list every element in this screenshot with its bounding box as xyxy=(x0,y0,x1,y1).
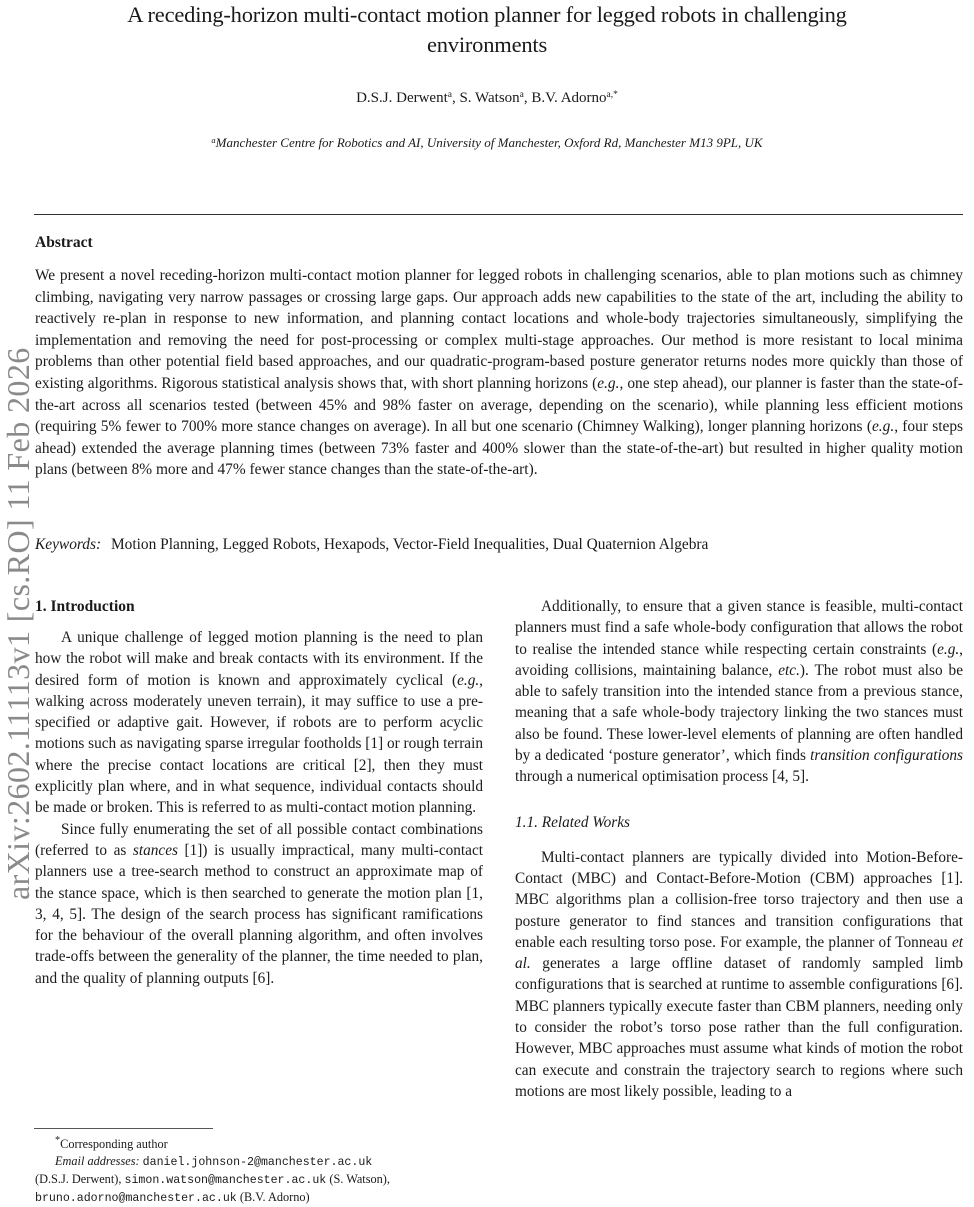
title-line-2: environments xyxy=(426,32,548,57)
author-name: S. Watson xyxy=(459,90,520,106)
footnotes xyxy=(35,1132,483,1207)
italic-text: e.g. xyxy=(937,640,960,658)
corresponding-text: Corresponding author xyxy=(60,1137,168,1152)
corresponding-author-note xyxy=(35,1132,483,1153)
text-run: A unique challenge of legged motion planning is the need to plan how the robot will make and break contacts with its environment. If the desired form of motion is known and approximately cyclical ( xyxy=(35,629,483,689)
email-link-adorno[interactable]: bruno.adorno@manchester.ac.uk xyxy=(35,1192,237,1206)
affiliation xyxy=(0,135,974,151)
italic-text: e.g. xyxy=(597,374,620,392)
email-owner: (S. Watson) xyxy=(329,1172,387,1187)
title-line-1: A receding-horizon multi-contact motion planner for legged robots in challenging xyxy=(127,2,847,27)
author-affil-mark: a,* xyxy=(606,90,618,100)
arxiv-stamp: arXiv:2602.11113v1 [cs.RO] 11 Feb 2026 xyxy=(0,347,36,900)
email-owner: (D.S.J. Derwent) xyxy=(35,1172,119,1187)
italic-text: e.g. xyxy=(871,418,895,436)
related-works-paragraph-1 xyxy=(515,847,963,1103)
intro-paragraph-3 xyxy=(515,596,963,788)
author-affil-mark: a xyxy=(447,90,452,100)
text-run: , avoiding collisions, maintaining balance, xyxy=(515,640,963,679)
column-right xyxy=(515,596,963,1102)
text-run: We present a novel receding-horizon multi-contact motion planner for legged robots in challenging scenarios, able to plan motions such as chimney climbing, navigating very narrow passages or crossing large gaps. Our approach adds new capabilities to the state of the art, including the ability to reactively re-plan in response to new information, and planning contact locations and whole-body trajectories simultaneously, simplifying the implementation and removing the need for post-processing or complex multi-stage approaches. Our method is more resistant to local minima problems than other potential field based approaches, and our quadratic-program-based posture generator returns nodes more quickly than those of existing algorithms. Rigorous statistical analysis shows that, with short planning horizons ( xyxy=(35,267,963,392)
text-run: , one step ahead), our planner is faster than the state-of-the-art across all scenarios tested (between 45% and 98% faster on average, depending on the scenario), while planning less efficient motions (requiring 5% fewer to 700% more stance changes on average). In all but one scenario (Chimney Walking), longer planning horizons ( xyxy=(35,374,963,436)
email-label: Email addresses: xyxy=(55,1154,140,1169)
paper-title xyxy=(0,0,974,60)
italic-text: etc. xyxy=(778,661,800,679)
text-run: through a numerical optimisation process [4, 5]. xyxy=(515,768,809,786)
italic-text: et al. xyxy=(515,933,963,973)
footnote-rule xyxy=(34,1128,213,1129)
affiliation-text: Manchester Centre for Robotics and AI, University of Manchester, Oxford Rd, Manchester M13 9PL, UK xyxy=(215,135,763,150)
intro-paragraph-1 xyxy=(35,627,483,819)
email-line-1 xyxy=(35,1153,483,1171)
author-name: D.S.J. Derwent xyxy=(356,90,448,106)
keywords xyxy=(35,536,963,554)
author-list: D.S.J. Derwent$^a$, S. Watson$^a$, B.V. Adorno$^{a,*}$ xyxy=(356,90,618,106)
text-run: , walking across moderately uneven terrain), it may suffice to use a pre-specified or adaptive gait. However, if robots are to perform acyclic motions such as navigating sparse irregular footholds [1] or rough terrain where the precise contact locations are critical [2], then they must explicitly plan where, and in what sequence, individual contacts should be made or broken. This is referred to as multi-contact motion planning. xyxy=(35,671,483,817)
keywords-text: Motion Planning, Legged Robots, Hexapods, Vector-Field Inequalities, Dual Quaternion Algebra xyxy=(110,536,709,553)
intro-paragraph-2 xyxy=(35,819,483,989)
email-line-2: (D.S.J. Derwent), simon.watson@manchester.ac.uk (S. Watson), xyxy=(35,1172,390,1188)
abstract-body xyxy=(35,265,963,481)
email-line-3 xyxy=(35,1189,483,1207)
text-run: ). The robot must also be able to safely transition into the intended stance from a previous stance, meaning that a safe whole-body trajectory linking the two stances must also be found. These lower-level elements of planning are often handled by a dedicated ‘posture generator’, which finds xyxy=(515,661,963,765)
header-rule xyxy=(34,214,963,215)
column-left xyxy=(35,596,483,989)
corresponding-mark: * xyxy=(55,1135,61,1146)
author-name: B.V. Adorno xyxy=(531,90,607,106)
text-run: , four steps ahead) extended the average planning times (between 73% faster and 400% slower than the state-of-the-art) but resulted in higher quality motion plans (between 8% more and 47% fewer stance changes than the state-of-the-art). xyxy=(35,418,964,479)
subsection-heading-related-works: 1.1. Related Works xyxy=(515,813,630,831)
section-heading-introduction: 1. Introduction xyxy=(35,598,135,615)
text-run: [1]) is usually impractical, many multi-contact planners use a tree-search method to construct an approximate map of the stance space, which is then searched to generate the motion plan [1, 3, 4, 5]. The design of the search process has significant ramifications for the behaviour of the overall planning algorithm, and often involves trade-offs between the generality of the planner, the time needed to plan, and the quality of planning outputs [6]. xyxy=(35,841,483,987)
text-run: Multi-contact planners are typically divided into Motion-Before-Contact (MBC) and Contact-Before-Motion (CBM) approaches [1]. MBC algorithms plan a collision-free torso trajectory and then use a posture generator to find stances and transition configurations that enable each resulting torso pose. For example, the planner of Tonneau xyxy=(515,848,963,951)
abstract-heading: Abstract xyxy=(35,234,93,251)
text-run: Additionally, to ensure that a given stance is feasible, multi-contact planners must find a safe whole-body configuration that allows the robot to realise the intended stance while respecting certain constraints ( xyxy=(515,598,963,658)
email-link-derwent[interactable]: daniel.johnson-2@manchester.ac.uk xyxy=(142,1156,373,1170)
author-affil-mark: a xyxy=(519,90,524,100)
text-run: generates a large offline dataset of randomly sampled limb configurations that is searched at runtime to assemble configurations [6]. MBC planners typically execute faster than CBM planners, needing only to consider the robot’s torso pose rather than the full configuration. However, MBC approaches must assume what kinds of motion the robot can execute and constrain the trajectory search to regions where such motions are most likely possible, leading to a xyxy=(515,955,963,1100)
italic-text: transition configurations xyxy=(810,747,963,765)
email-link-watson[interactable]: simon.watson@manchester.ac.uk xyxy=(124,1174,327,1188)
affiliation-mark: a xyxy=(211,135,216,145)
text-run: Since fully enumerating the set of all possible contact combinations (referred to as xyxy=(35,820,483,859)
italic-text: e.g. xyxy=(457,671,480,689)
italic-text: stances xyxy=(132,841,178,859)
email-owner: (B.V. Adorno) xyxy=(239,1190,310,1205)
keywords-label: Keywords: xyxy=(35,536,102,553)
